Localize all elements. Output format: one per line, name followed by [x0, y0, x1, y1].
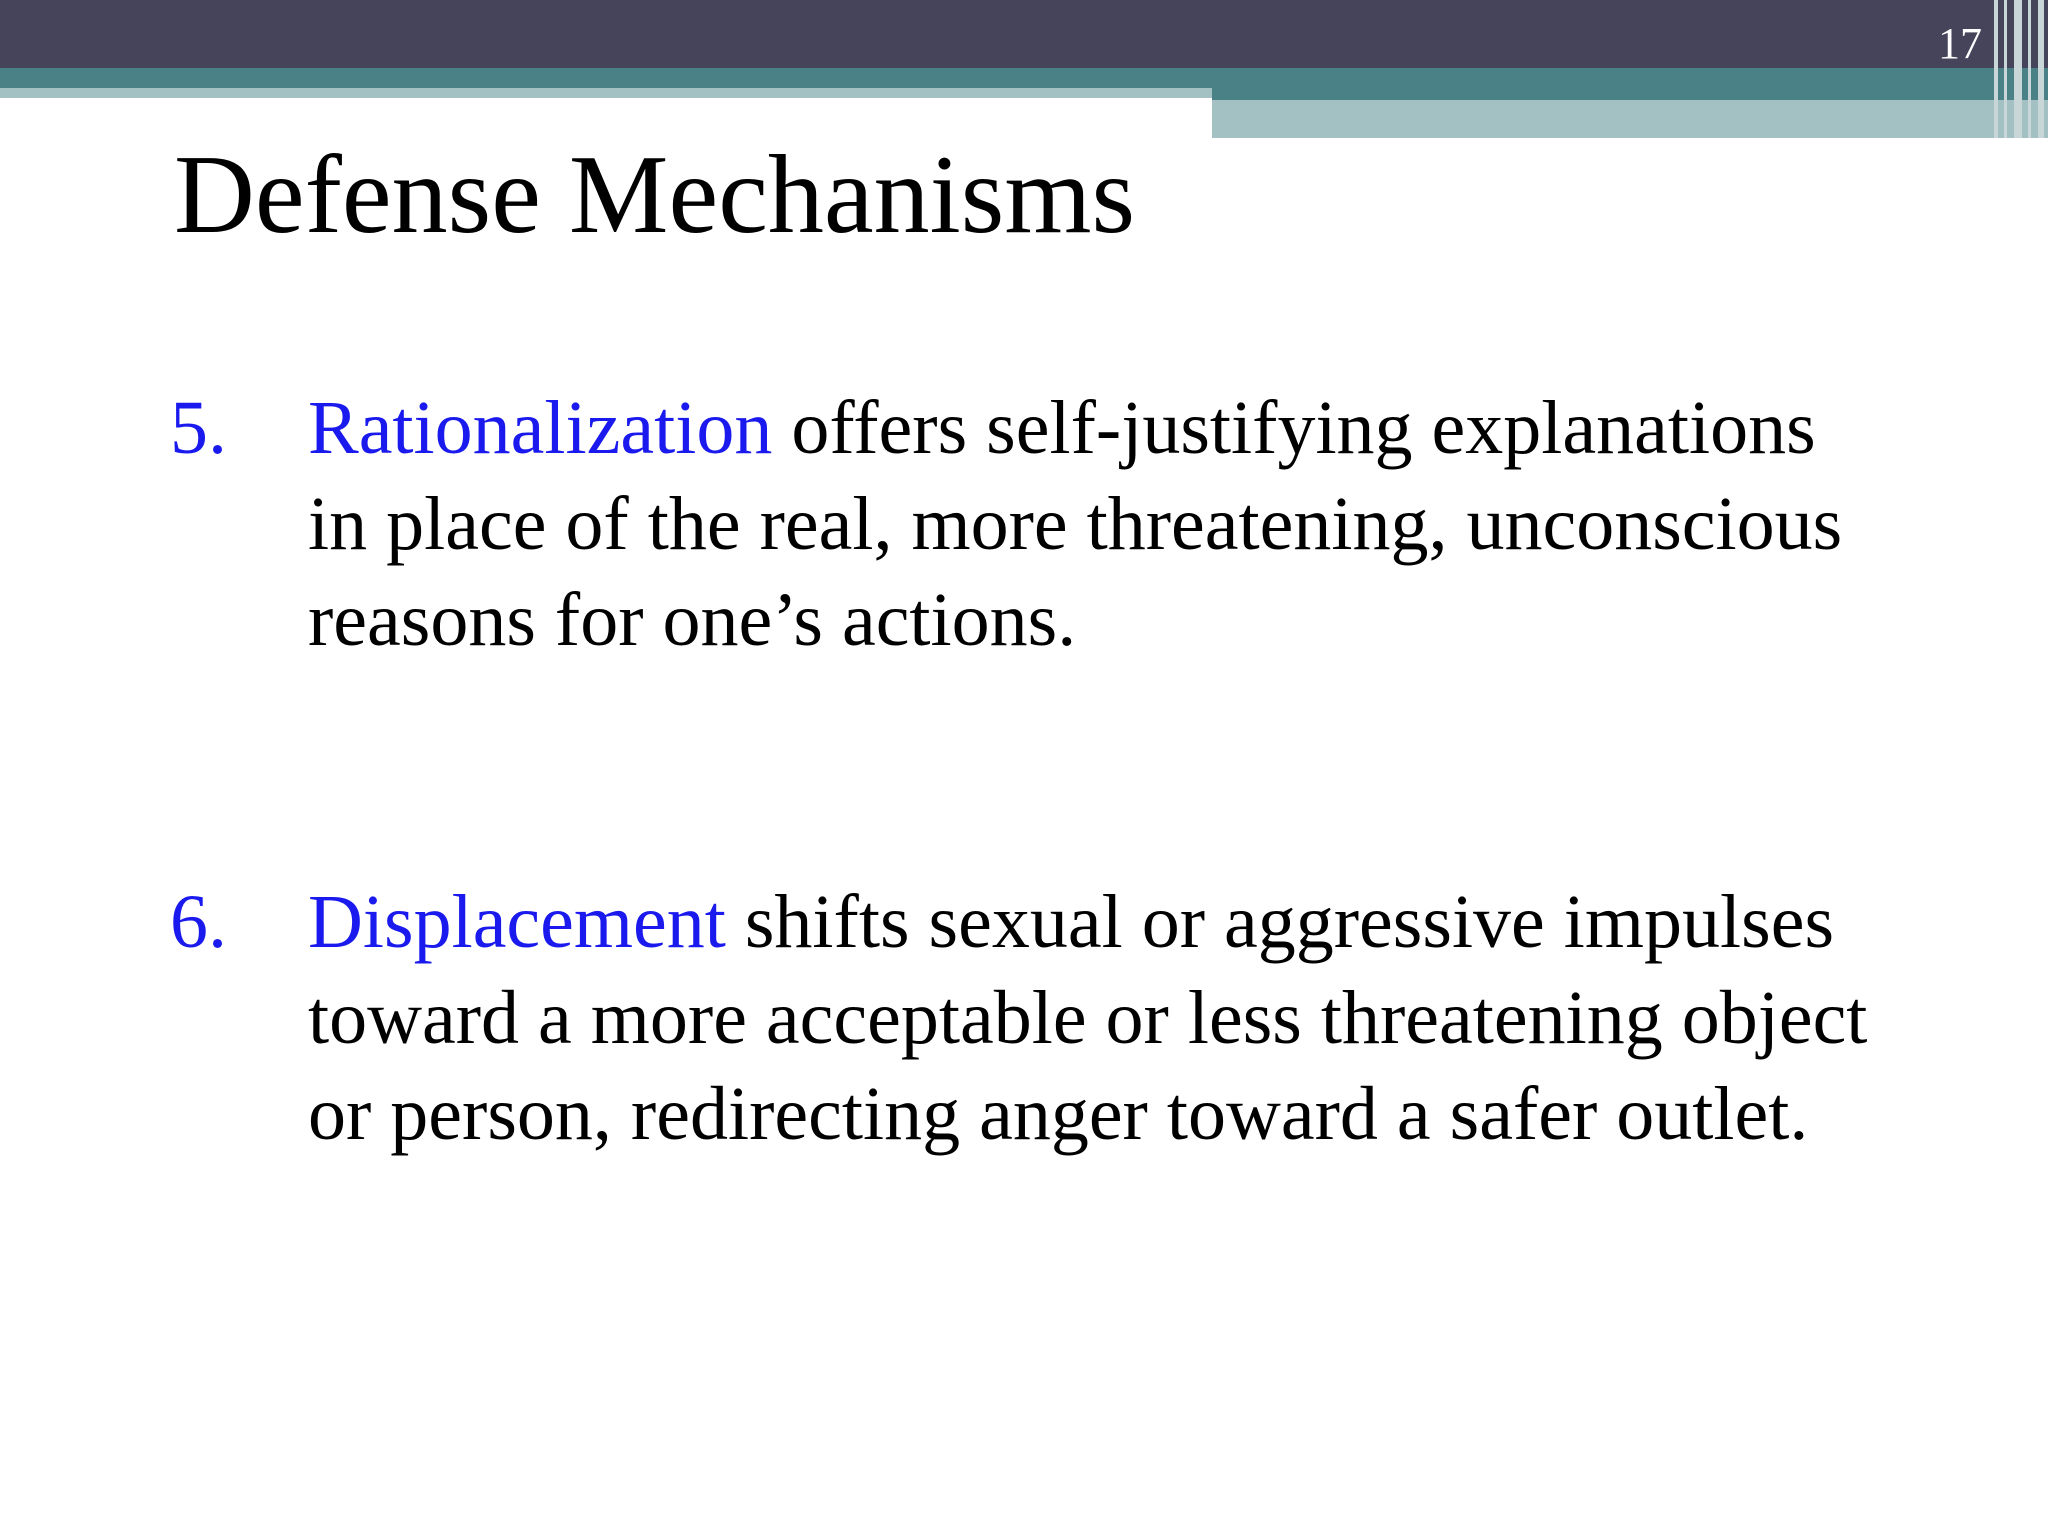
slide-title: Defense Mechanisms: [174, 133, 1136, 257]
slide-number: 17: [1938, 19, 1982, 68]
item-number: 6.: [170, 880, 227, 964]
accent-line: [0, 88, 1212, 98]
top-bar: [0, 0, 2048, 68]
item-body: [308, 874, 1868, 1162]
accent-bar-right: [1212, 88, 2048, 100]
item-text: shifts sexual or aggressive impulses toward a more acceptable or less threatening object or person, redirecting anger toward a safer outlet.: [308, 880, 1868, 1156]
item-number: 5.: [170, 386, 227, 470]
item-body: [308, 380, 1868, 668]
accent-bar: [0, 68, 2048, 88]
item-term: Rationalization: [308, 386, 773, 470]
decorative-stripes: [1988, 0, 2048, 138]
item-term: Displacement: [308, 880, 726, 964]
accent-block-right: [1212, 100, 2048, 138]
item-text: offers self-justifying explanations in place of the real, more threatening, unconscious reasons for one’s actions.: [308, 386, 1843, 662]
